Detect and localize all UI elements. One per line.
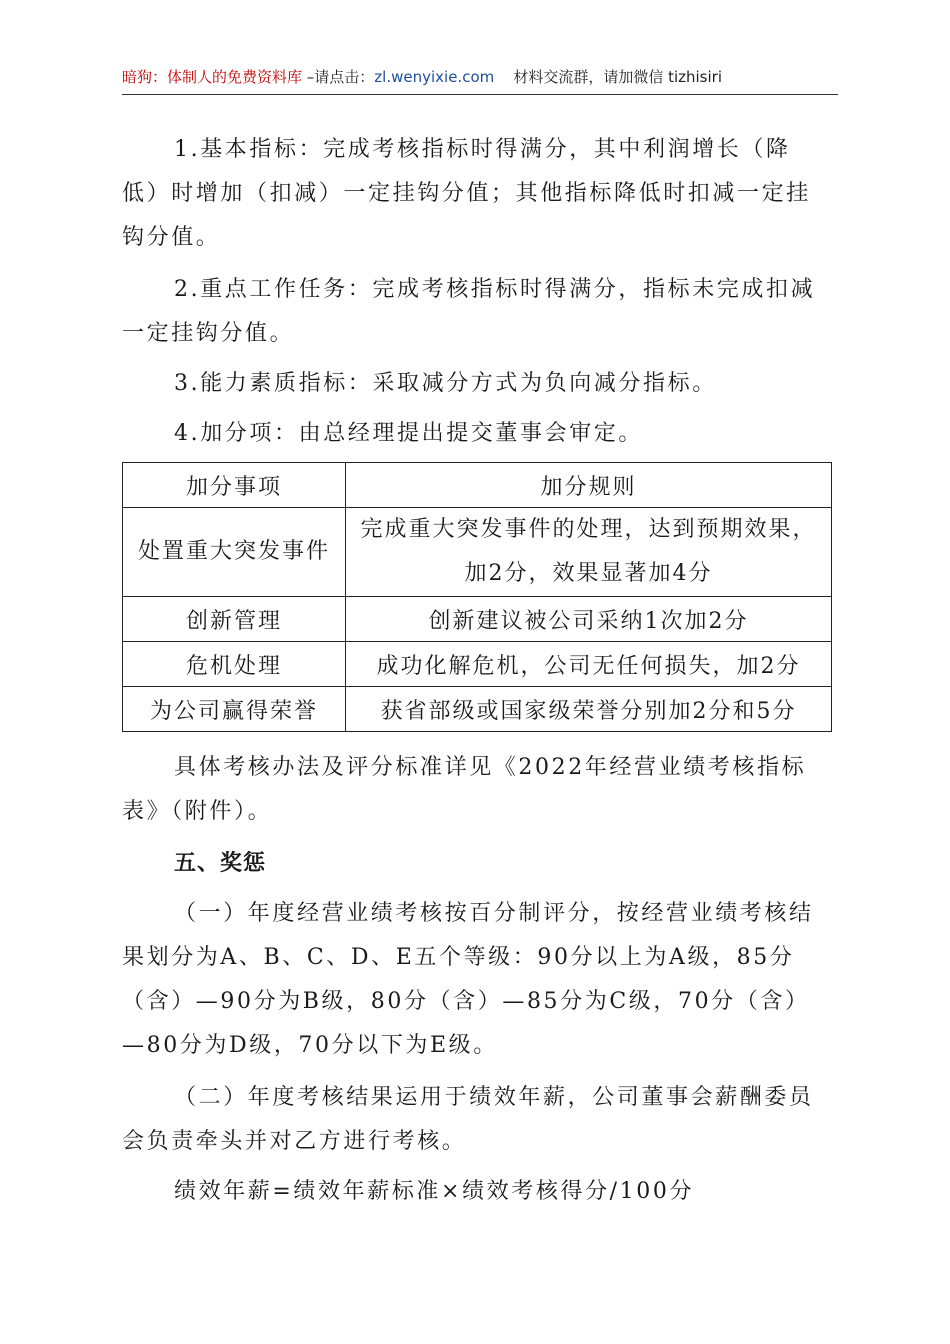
bonus-table	[122, 462, 832, 732]
paragraph-basic-indicators: 1.基本指标：完成考核指标时得满分，其中利润增长（降低）时增加（扣减）一定挂钩分值；其他指标降低时扣减一定挂钩分值。	[122, 137, 811, 250]
header-click-prompt: –请点击：	[302, 68, 375, 86]
table-header-item: 加分事项	[123, 463, 346, 508]
table-cell-rule: 完成重大突发事件的处理，达到预期效果，加2分，效果显著加4分	[346, 508, 832, 597]
table-cell-item: 为公司赢得荣誉	[123, 687, 346, 732]
paragraph-key-tasks: 2.重点工作任务：完成考核指标时得满分，指标未完成扣减一定挂钩分值。	[122, 277, 816, 346]
header-wechat-note: 材料交流群，请加微信 tizhisiri	[513, 68, 722, 86]
table-row	[123, 597, 832, 642]
table-row	[123, 642, 832, 687]
header-url-link[interactable]: zl.wenyixie.com	[374, 68, 495, 86]
table-cell-rule: 创新建议被公司采纳1次加2分	[346, 597, 832, 642]
table-cell-item: 危机处理	[123, 642, 346, 687]
header-site-name: 暗狗：体制人的免费资料库	[122, 68, 303, 86]
paragraph-grading-levels: （一）年度经营业绩考核按百分制评分，按经营业绩考核结果划分为A、B、C、D、E五个等级：90分以上为A级，85分（含）—90分为B级，80分（含）—85分为C级，70分（含）—80分为D级，70分以下为E级。	[122, 901, 814, 1058]
table-cell-item: 处置重大突发事件	[123, 508, 346, 597]
table-cell-item: 创新管理	[123, 597, 346, 642]
paragraph-performance-salary: （二）年度考核结果运用于绩效年薪，公司董事会薪酬委员会负责牵头并对乙方进行考核。	[122, 1085, 814, 1154]
table-header-row	[123, 463, 832, 508]
paragraph-bonus-items: 4.加分项：由总经理提出提交董事会审定。	[174, 421, 643, 446]
table-row	[123, 508, 832, 597]
paragraph-attachment-note: 具体考核办法及评分标准详见《2022年经营业绩考核指标表》（附件）。	[122, 755, 807, 824]
paragraph-ability-indicators: 3.能力素质指标：采取减分方式为负向减分指标。	[174, 371, 717, 396]
table-header-rule: 加分规则	[346, 463, 832, 508]
table-cell-rule: 获省部级或国家级荣誉分别加2分和5分	[346, 687, 832, 732]
paragraph-salary-formula: 绩效年薪=绩效年薪标准×绩效考核得分/100分	[174, 1179, 695, 1204]
table-cell-rule: 成功化解危机，公司无任何损失，加2分	[346, 642, 832, 687]
table-row	[123, 687, 832, 732]
section-heading-rewards-penalties: 五、奖惩	[174, 851, 267, 876]
page-header	[122, 66, 838, 92]
header-divider	[122, 94, 838, 95]
